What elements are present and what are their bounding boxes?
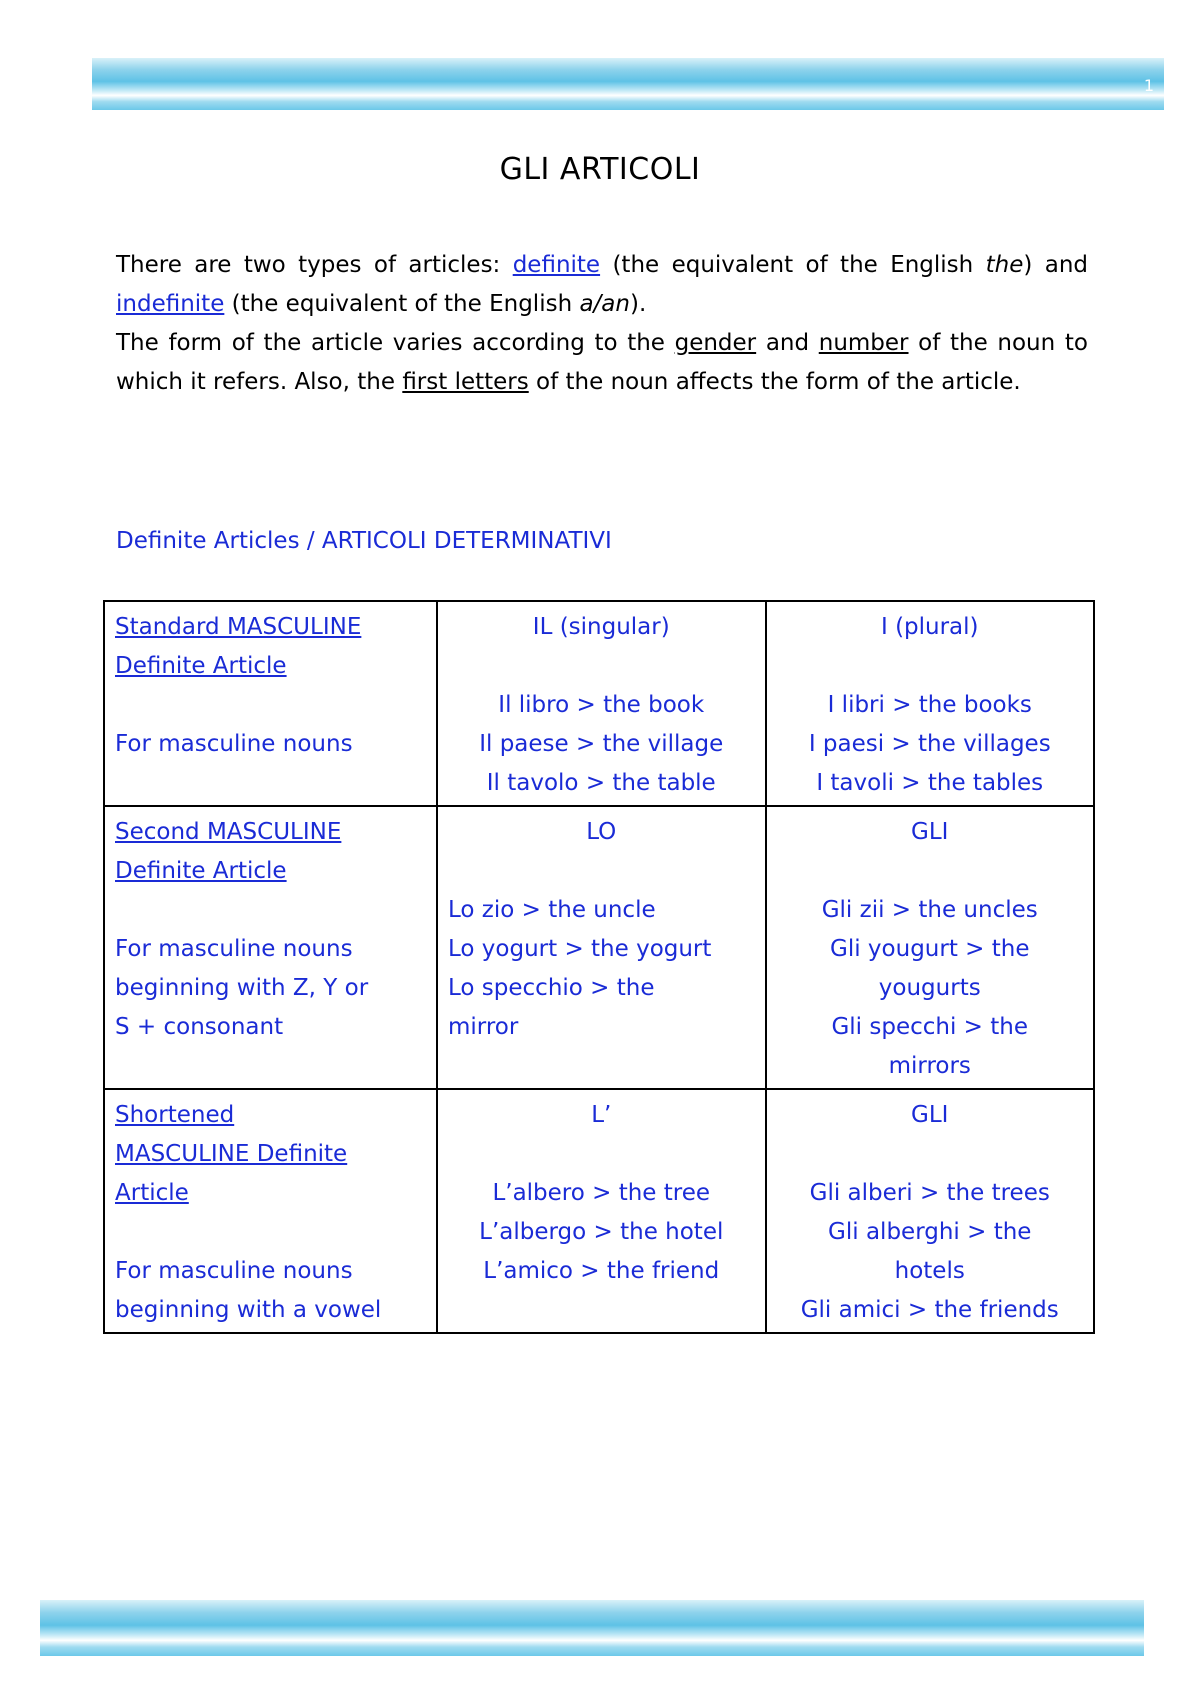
example-line: mirror (448, 1014, 519, 1040)
example-line: Gli zii > the uncles (821, 897, 1038, 923)
example-line: Gli alberghi > the (828, 1219, 1032, 1245)
intro-text (116, 246, 1088, 402)
spacer (777, 647, 1084, 686)
intro-text-span: of the noun to which it refers. Also, the (116, 330, 1088, 395)
intro-text-span: (the equivalent of the English (224, 291, 580, 317)
number-term: number (818, 330, 909, 356)
plural-article-cell (766, 1089, 1095, 1333)
example-line: Lo zio > the uncle (448, 897, 656, 923)
intro-italic-the: the (985, 252, 1024, 278)
article-type-description: For masculine nouns (115, 1258, 353, 1284)
example-line: L’albergo > the hotel (479, 1219, 724, 1245)
example-line: Lo specchio > the (448, 975, 655, 1001)
example-line: Il paese > the village (479, 731, 724, 757)
plural-article-header: I (plural) (880, 614, 979, 640)
plural-article-header: GLI (911, 819, 949, 845)
example-line: hotels (894, 1258, 965, 1284)
article-type-description: beginning with a vowel (115, 1297, 382, 1323)
table-row (104, 806, 1094, 1089)
articles-table (103, 600, 1095, 1334)
spacer (448, 647, 755, 686)
plural-article-cell (766, 601, 1095, 806)
example-line: I libri > the books (827, 692, 1032, 718)
page-number: 1 (1143, 76, 1154, 95)
table-row (104, 601, 1094, 806)
indefinite-link[interactable]: indefinite (116, 291, 225, 317)
example-line: L’albero > the tree (492, 1180, 711, 1206)
intro-paragraph-1 (116, 246, 1088, 324)
intro-text-span: of the noun affects the form of the article. (528, 369, 1021, 395)
intro-text-span: There are two types of articles: (116, 252, 513, 278)
article-type-description: For masculine nouns (115, 731, 353, 757)
section-title: Definite Articles / ARTICOLI DETERMINATIVI (116, 528, 612, 554)
first-letters-term: first letters (402, 369, 529, 395)
example-line: mirrors (888, 1053, 971, 1079)
example-line: L’amico > the friend (483, 1258, 720, 1284)
article-type-cell (104, 806, 437, 1089)
singular-article-cell (437, 1089, 766, 1333)
plural-article-header: GLI (911, 1102, 949, 1128)
gender-term: gender (674, 330, 757, 356)
example-line: I tavoli > the tables (816, 770, 1044, 796)
article-type-heading[interactable]: Shortened (115, 1102, 235, 1128)
example-line: Il tavolo > the table (486, 770, 716, 796)
example-line: Il libro > the book (498, 692, 705, 718)
article-type-description: S + consonant (115, 1014, 284, 1040)
singular-article-cell (437, 601, 766, 806)
intro-text-span: and (756, 330, 819, 356)
article-type-heading[interactable]: Second MASCULINE (115, 819, 342, 845)
example-line: Gli amici > the friends (800, 1297, 1059, 1323)
footer-band (40, 1600, 1144, 1656)
spacer (115, 891, 426, 930)
plural-article-cell (766, 806, 1095, 1089)
table-row (104, 1089, 1094, 1333)
article-type-heading[interactable]: Article (115, 1180, 189, 1206)
article-type-description: beginning with Z, Y or (115, 975, 369, 1001)
intro-text-span: ) and (1023, 252, 1089, 278)
spacer (115, 1213, 426, 1252)
article-type-heading[interactable]: Definite Article (115, 653, 287, 679)
intro-paragraph-2 (116, 324, 1088, 402)
definite-link[interactable]: definite (512, 252, 601, 278)
spacer (777, 852, 1084, 891)
singular-article-cell (437, 806, 766, 1089)
article-type-cell (104, 1089, 437, 1333)
singular-article-header: IL (singular) (532, 614, 670, 640)
example-line: Lo yogurt > the yogurt (448, 936, 712, 962)
article-type-heading[interactable]: MASCULINE Definite (115, 1141, 348, 1167)
article-type-heading[interactable]: Standard MASCULINE (115, 614, 362, 640)
singular-article-header: LO (586, 819, 617, 845)
spacer (448, 1135, 755, 1174)
article-type-description: For masculine nouns (115, 936, 353, 962)
example-line: yougurts (878, 975, 981, 1001)
spacer (115, 686, 426, 725)
intro-text-span: The form of the article varies according to the (116, 330, 675, 356)
header-band (92, 58, 1164, 110)
article-type-cell (104, 601, 437, 806)
example-line: I paesi > the villages (808, 731, 1051, 757)
spacer (777, 1135, 1084, 1174)
example-line: Gli specchi > the (831, 1014, 1029, 1040)
spacer (448, 852, 755, 891)
intro-italic-aan: a/an (579, 291, 630, 317)
articles-table-body (104, 601, 1094, 1333)
singular-article-header: L’ (591, 1102, 612, 1128)
article-type-heading[interactable]: Definite Article (115, 858, 287, 884)
example-line: Gli alberi > the trees (809, 1180, 1050, 1206)
page-title: GLI ARTICOLI (499, 152, 701, 187)
intro-text-span: ). (629, 291, 647, 317)
example-line: Gli yougurt > the (830, 936, 1030, 962)
intro-text-span: (the equivalent of the English (600, 252, 986, 278)
